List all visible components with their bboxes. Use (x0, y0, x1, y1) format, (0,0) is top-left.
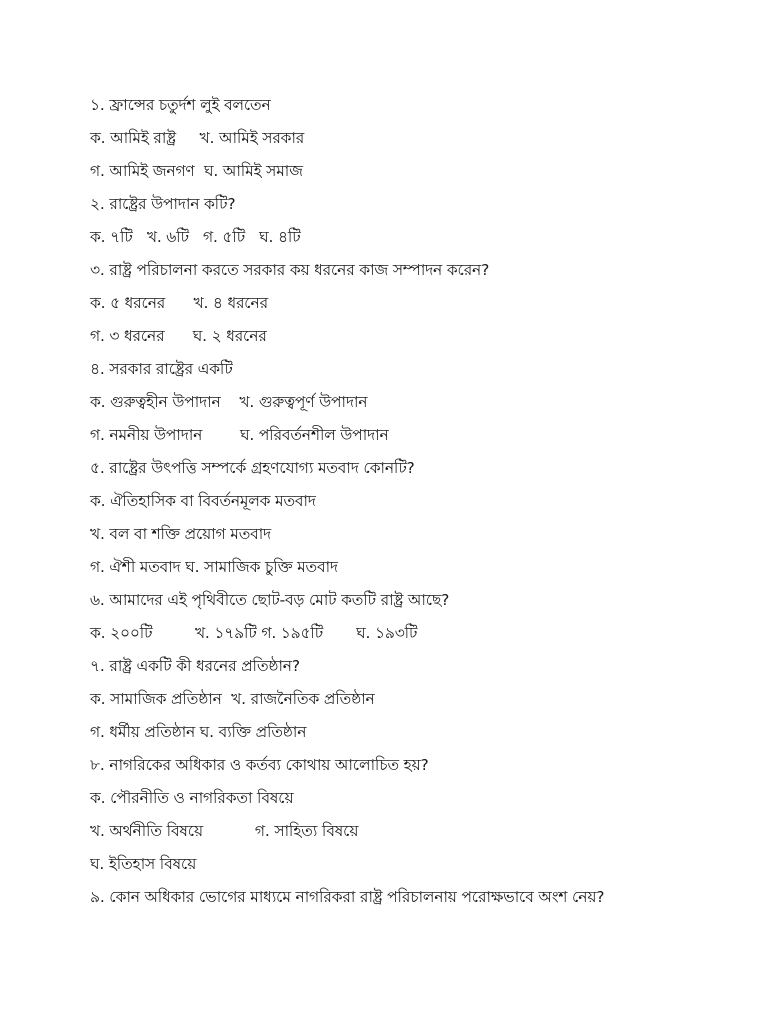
question-8-option-a: ক. পৌরনীতি ও নাগরিকতা বিষয়ে (90, 789, 294, 807)
question-2-options: ক. ৭টি খ. ৬টি গ. ৫টি ঘ. ৪টি (90, 228, 301, 246)
question-8-options-b-c: খ. অর্থনীতি বিষয়ে গ. সাহিত্য বিষয়ে (90, 822, 359, 840)
question-1: ১. ফ্রান্সের চতুর্দশ লুই বলতেন (90, 96, 271, 114)
question-3: ৩. রাষ্ট্র পরিচালনা করতে সরকার কয় ধরনের কাজ সম্পাদন করেন? (90, 261, 490, 279)
question-2: ২. রাষ্ট্রের উপাদান কটি? (90, 195, 236, 213)
question-5-option-b: খ. বল বা শক্তি প্রয়োগ মতবাদ (90, 525, 271, 543)
question-4-options-a-b: ক. গুরুত্বহীন উপাদান খ. গুরুত্বপূর্ণ উপাদান (90, 393, 368, 411)
document-body (90, 89, 730, 914)
question-4-options-c-d: গ. নমনীয় উপাদান ঘ. পরিবর্তনশীল উপাদান (90, 426, 389, 444)
question-8: ৮. নাগরিকের অধিকার ও কর্তব্য কোথায় আলোচিত হয়? (90, 756, 429, 774)
question-4: ৪. সরকার রাষ্ট্রের একটি (90, 360, 233, 378)
question-1-options-a-b: ক. আমিই রাষ্ট্র খ. আমিই সরকার (90, 129, 305, 147)
question-9: ৯. কোন অধিকার ভোগের মাধ্যমে নাগরিকরা রাষ্ট্র পরিচালনায় পরোক্ষভাবে অংশ নেয়? (90, 888, 605, 906)
question-7-options-c-d: গ. ধর্মীয় প্রতিষ্ঠান ঘ. ব্যক্তি প্রতিষ্ঠান (90, 723, 307, 741)
question-5: ৫. রাষ্ট্রের উৎপত্তি সম্পর্কে গ্রহণযোগ্য মতবাদ কোনটি? (90, 459, 415, 477)
question-6: ৬. আমাদের এই পৃথিবীতে ছোট-বড় মোট কতটি রাষ্ট্র আছে? (90, 591, 450, 609)
question-6-options: ক. ২০০টি খ. ১৭৯টি গ. ১৯৫টি ঘ. ১৯৩টি (90, 624, 418, 642)
question-5-option-a: ক. ঐতিহাসিক বা বিবর্তনমূলক মতবাদ (90, 492, 316, 510)
question-5-options-c-d: গ. ঐশী মতবাদ ঘ. সামাজিক চুক্তি মতবাদ (90, 558, 338, 576)
question-7: ৭. রাষ্ট্র একটি কী ধরনের প্রতিষ্ঠান? (90, 657, 300, 675)
question-7-options-a-b: ক. সামাজিক প্রতিষ্ঠান খ. রাজনৈতিক প্রতিষ্ঠান (90, 690, 375, 708)
question-3-options-a-b: ক. ৫ ধরনের খ. ৪ ধরনের (90, 294, 268, 312)
question-1-options-c-d: গ. আমিই জনগণ ঘ. আমিই সমাজ (90, 162, 303, 180)
question-8-option-d: ঘ. ইতিহাস বিষয়ে (90, 855, 197, 873)
question-3-options-c-d: গ. ৩ ধরনের ঘ. ২ ধরনের (90, 327, 267, 345)
